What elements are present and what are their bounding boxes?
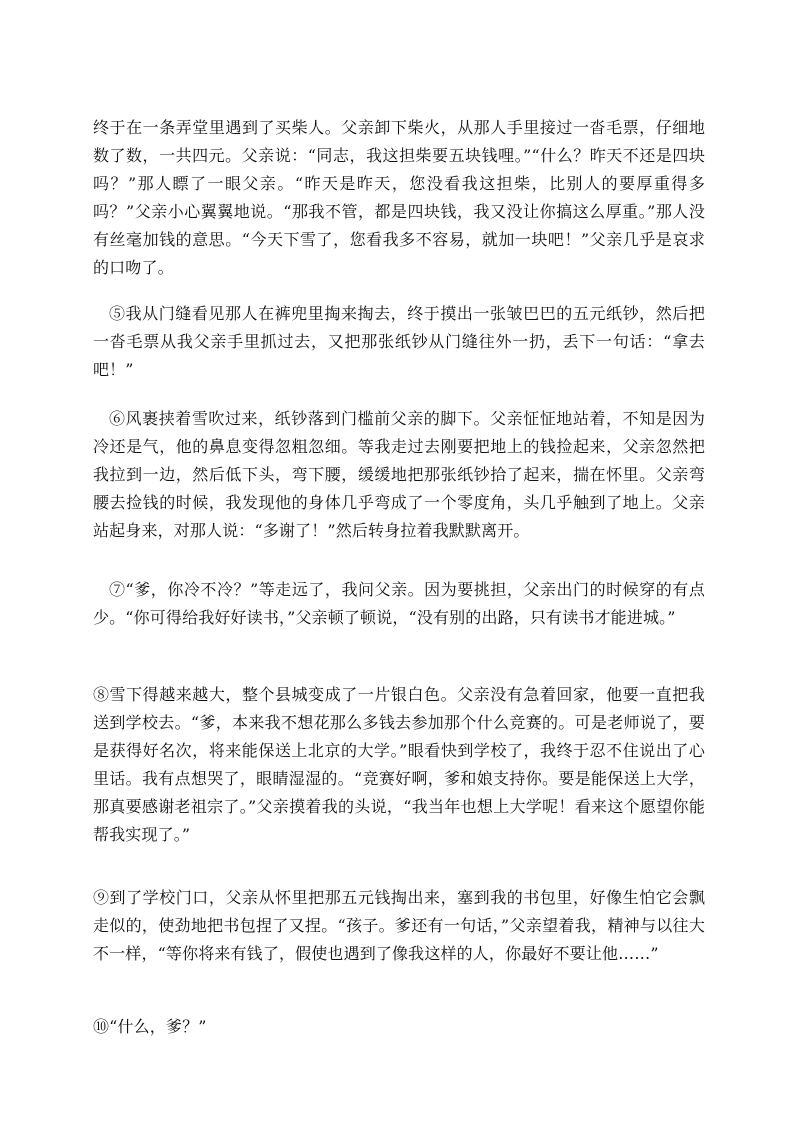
- paragraph-5: ⑤我从门缝看见那人在裤兜里掏来掏去，终于摸出一张皱巴巴的五元纸钞，然后把一沓毛票从我父亲手里抓过去，又把那张纸钞从门缝往外一扔，丢下一句话：“拿去吧！”: [93, 304, 705, 379]
- paragraph-9: ⑨到了学校门口，父亲从怀里把那五元钱掏出来，塞到我的书包里，好像生怕它会飘走似的，使劲地把书包捏了又捏。“孩子。爹还有一句话，”父亲望着我，精神与以往大不一样，“等你将来有钱了，假使也遇到了像我这样的人，你最好不要让他……”: [93, 888, 705, 963]
- paragraph-10: ⑩“什么，爹？”: [93, 1017, 207, 1036]
- paragraph-7: ⑦“爹，你冷不冷？”等走远了，我问父亲。因为要挑担，父亲出门的时候穿的有点少。“你可得给我好好读书，”父亲顿了顿说，“没有别的出路，只有读书才能进城。”: [93, 580, 705, 627]
- paragraph-8: ⑧雪下得越来越大，整个县城变成了一片银白色。父亲没有急着回家，他要一直把我送到学校去。“爹，本来我不想花那么多钱去参加那个什么竞赛的。可是老师说了，要是获得好名次，将来能保送上北京的大学。”眼看快到学校了，我终于忍不住说出了心里话。我有点想哭了，眼睛湿湿的。“竞赛好啊，爹和娘支持你。要是能保送上大学，那真要感谢老祖宗了。”父亲摸着我的头说，“我当年也想上大学呢！看来这个愿望你能帮我实现了。”: [93, 685, 705, 844]
- paragraph-4-continued: 终于在一条弄堂里遇到了买柴人。父亲卸下柴火，从那人手里接过一沓毛票，仔细地数了数，一共四元。父亲说：“同志，我这担柴要五块钱哩。”“什么？昨天不还是四块吗？”那人瞟了一眼父亲。“昨天是昨天，您没看我这担柴，比别人的要厚重得多吗？”父亲小心翼翼地说。“那我不管，都是四块钱，我又没让你搞这么厚重。”那人没有丝毫加钱的意思。“今天下雪了，您看我多不容易，就加一块吧！”父亲几乎是哀求的口吻了。: [93, 118, 705, 277]
- paragraph-6: ⑥风裹挟着雪吹过来，纸钞落到门槛前父亲的脚下。父亲怔怔地站着，不知是因为冷还是气，他的鼻息变得忽粗忽细。等我走过去刚要把地上的钱捡起来，父亲忽然把我拉到一边，然后低下头，弯下腰，缓缓地把那张纸钞拾了起来，揣在怀里。父亲弯腰去捡钱的时候，我发现他的身体几乎弯成了一个零度角，头几乎触到了地上。父亲站起身来，对那人说：“多谢了！”然后转身拉着我默默离开。: [93, 409, 705, 540]
